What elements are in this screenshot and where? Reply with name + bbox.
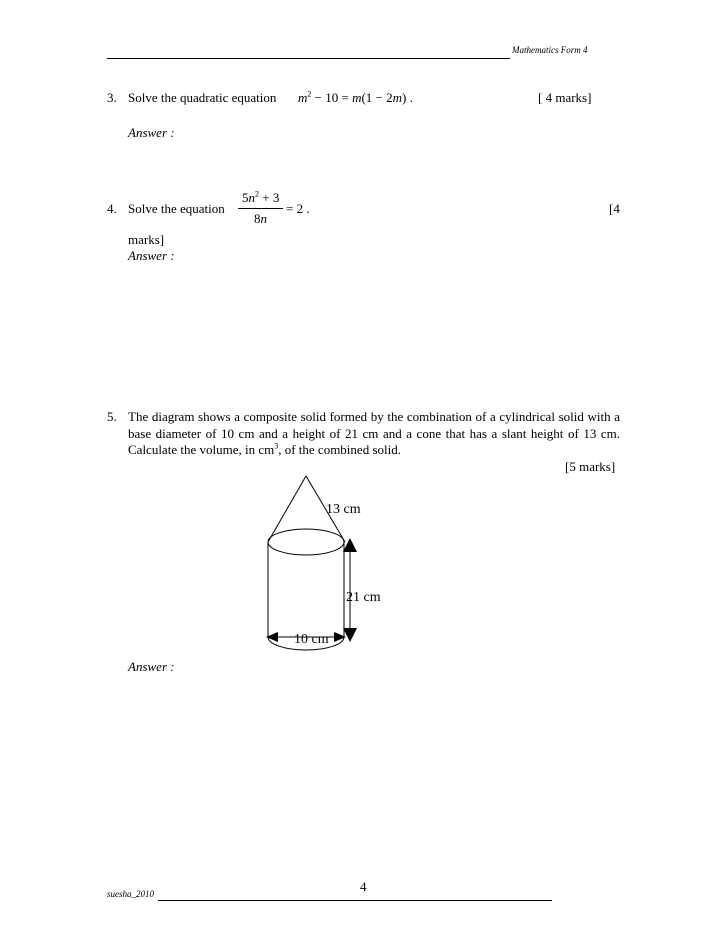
q4-answer-label: Answer : xyxy=(128,248,175,263)
q3-prompt: Solve the quadratic equation xyxy=(128,90,277,105)
q4-marks-b: marks] xyxy=(128,232,165,247)
q5-number: 5. xyxy=(107,409,117,424)
q5-text-end: , of the combined solid. xyxy=(278,442,401,457)
q3-eq-middle: − 10 = xyxy=(311,90,353,105)
q4-rhs: = 2 . xyxy=(286,201,310,216)
q3-exponent: 2 xyxy=(307,89,312,99)
height-arrow-head-bottom xyxy=(343,628,357,642)
q4-prompt: Solve the equation xyxy=(128,201,225,216)
q4-den-coef: 8 xyxy=(254,211,261,226)
q5-answer-label: Answer : xyxy=(128,659,175,674)
q4-num-exp: 2 xyxy=(255,189,259,199)
cone-left-edge xyxy=(268,476,306,542)
q4-num-coef: 5 xyxy=(242,190,249,205)
q5-text-main: The diagram shows a composite solid formed by the combination of a cylindrical solid with a base diameter of 10 cm and a height of 21 cm and a cone that has a slant height of 13 cm. Calculate the volume, in cm xyxy=(128,409,620,457)
q3-eq-end: ) . xyxy=(402,90,413,105)
q5-marks: [5 marks] xyxy=(565,459,616,474)
q4-num-const: + 3 xyxy=(259,190,280,205)
footer-rule xyxy=(158,900,552,901)
q3-number: 3. xyxy=(107,90,117,105)
cylinder-top-ellipse xyxy=(268,529,344,555)
height-arrow-head-top xyxy=(343,538,357,552)
cylinder-height-label: 21 cm xyxy=(346,590,381,605)
q3-var-m3: m xyxy=(392,90,403,105)
q3-answer-label: Answer : xyxy=(128,125,175,140)
q5-text-exponent: 3 xyxy=(274,441,279,451)
q3-marks: [ 4 marks] xyxy=(538,90,592,105)
header-subject: Mathematics Form 4 xyxy=(512,45,588,55)
q4-marks-a: [4 xyxy=(609,201,620,216)
q3-var-m: m xyxy=(298,90,308,105)
q4-den-var: n xyxy=(260,211,267,226)
q3-eq-paren: (1 − 2 xyxy=(361,90,393,105)
q4-number: 4. xyxy=(107,201,117,216)
q3-var-m2: m xyxy=(352,90,362,105)
footer-author: suesha_2010 xyxy=(107,889,154,899)
slant-height-label: 13 cm xyxy=(326,502,361,517)
page-number: 4 xyxy=(360,879,367,894)
q4-num-var: n xyxy=(248,190,255,205)
diameter-label: 10 cm xyxy=(294,632,329,647)
